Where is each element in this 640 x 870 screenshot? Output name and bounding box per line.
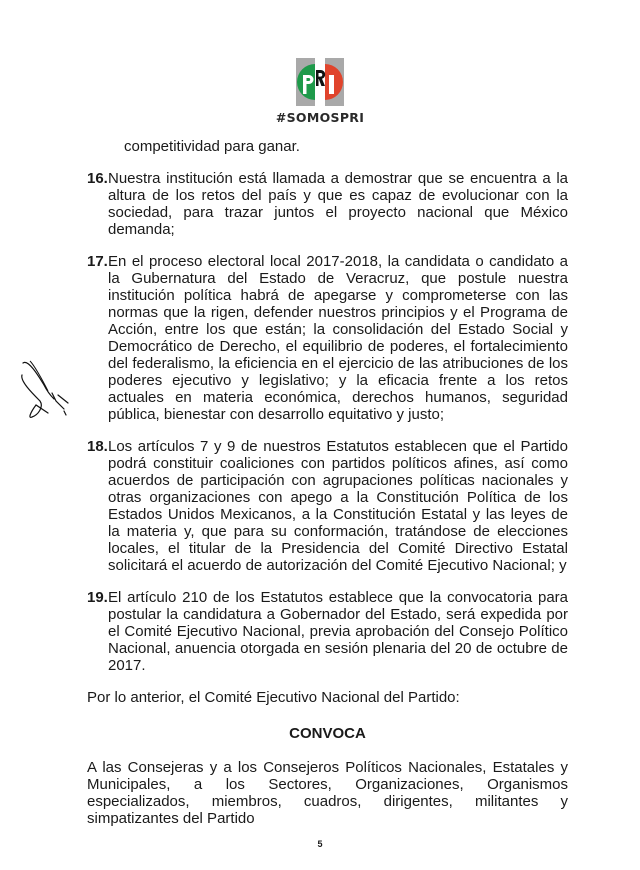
page-header [0, 0, 640, 125]
hashtag-text: #SOMOSPRI [275, 110, 365, 125]
paragraph-number: 16. [87, 170, 108, 187]
handwritten-signature [8, 355, 78, 425]
paragraph-text: El artículo 210 de los Estatutos establece que la convocatoria para postular la candidatura a Gobernador del Estado, será expedida por el Comité Ejecutivo Nacional, previa aprobación del Consejo Político Nacional, anuencia otorgada en sesión plenaria del 20 de octubre de 2017. [108, 589, 568, 674]
continuation-text: competitividad para ganar. [124, 138, 300, 155]
paragraph-number: 17. [87, 253, 108, 270]
numbered-paragraph [87, 253, 568, 423]
numbered-paragraph [87, 438, 568, 574]
document-body [87, 138, 568, 827]
numbered-paragraph [87, 170, 568, 238]
numbered-paragraph [87, 589, 568, 674]
paragraph-number: 19. [87, 589, 108, 606]
pri-logo [296, 58, 344, 106]
page-number: 5 [317, 839, 323, 849]
closing-paragraph: A las Consejeras y a los Consejeros Políticos Nacionales, Estatales y Municipales, a los Sectores, Organizaciones, Organismos especializados, miembros, cuadros, dirigentes, militantes y simpatizantes del Partido [87, 759, 568, 827]
section-heading: CONVOCA [289, 725, 366, 742]
paragraph-text: Los artículos 7 y 9 de nuestros Estatutos establecen que el Partido podrá constituir coaliciones con partidos políticos afines, así como acuerdos de participación con agrupaciones políticas nacionales y otras organizaciones con apego a la Constitución Política de los Estados Unidos Mexicanos, a la Constitución Estatal y las leyes de la materia y, que para su conformación, tratándose de elecciones locales, el titular de la Presidencia del Comité Directivo Estatal solicitará el acuerdo de autorización del Comité Ejecutivo Nacional; y [108, 438, 568, 574]
paragraph-text: En el proceso electoral local 2017-2018, la candidata o candidato a la Gubernatura del Estado de Veracruz, que postule nuestra institución política habrá de apegarse y comprometerse con las normas que la rigen, defender nuestros principios y el Programa de Acción, entre los que están; la consolidación del Estado Social y Democrático de Derecho, el equilibrio de poderes, el fortalecimiento del federalismo, la eficiencia en el ejercicio de las atribuciones de los poderes ejecutivo y legislativo; y la eficacia frente a los retos actuales en materia económica, derechos humanos, seguridad pública, bienestar con desarrollo equitativo y justo; [108, 253, 568, 423]
paragraph-number: 18. [87, 438, 108, 455]
paragraph-text: Nuestra institución está llamada a demostrar que se encuentra a la altura de los retos del país y que es capaz de evolucionar con la sociedad, para trazar juntos el proyecto nacional que México demanda; [108, 170, 568, 238]
preamble-text: Por lo anterior, el Comité Ejecutivo Nacional del Partido: [87, 689, 460, 706]
